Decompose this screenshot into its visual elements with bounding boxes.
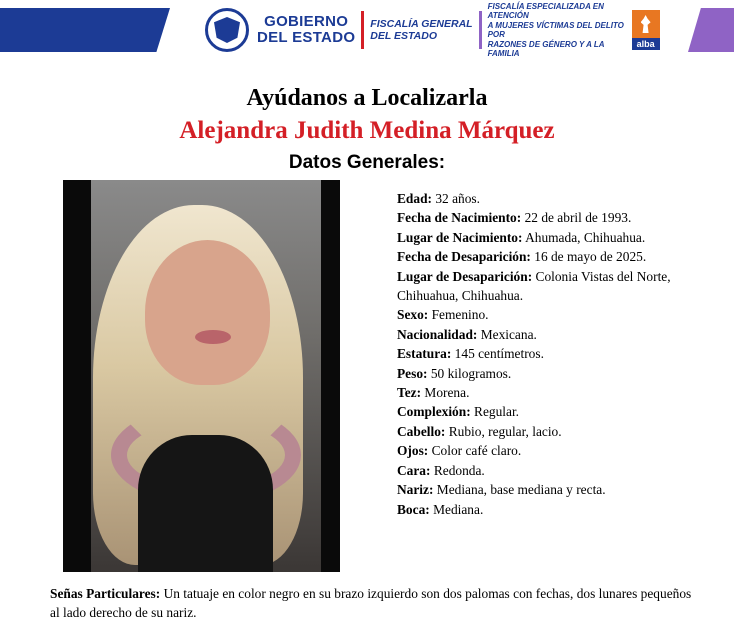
detail-row: [397, 325, 697, 344]
detail-row: [397, 267, 697, 306]
detail-label: Fecha de Nacimiento:: [397, 210, 522, 226]
detail-label: Lugar de Nacimiento:: [397, 229, 523, 245]
detail-row: [397, 305, 697, 324]
detail-value: Color café claro.: [431, 443, 522, 459]
detail-row: [397, 247, 697, 266]
section-title: Datos Generales:: [288, 152, 446, 173]
detail-value: 32 años.: [435, 191, 480, 206]
detail-row: [397, 422, 697, 441]
detail-label: Ojos:: [397, 443, 429, 459]
header-logos: [205, 1, 660, 58]
detail-label: Sexo:: [397, 307, 429, 323]
detail-value: Colonia Vistas del Norte, Chihuahua, Chihuahua.: [397, 268, 671, 304]
detail-value: 22 de abril de 1993.: [524, 210, 632, 226]
person-photo: [63, 180, 340, 572]
detail-row: [397, 402, 697, 421]
detail-value: Morena.: [424, 385, 470, 401]
detail-label: Lugar de Desaparición:: [397, 268, 533, 284]
detail-label: Complexión:: [397, 404, 471, 420]
detail-label: Edad:: [397, 191, 432, 206]
detail-label: Fecha de Desaparición:: [397, 249, 531, 265]
page-title: Ayúdanos a Localizarla: [246, 85, 488, 111]
detail-row: [397, 208, 697, 227]
detail-value: 16 de mayo de 2025.: [534, 249, 647, 265]
detail-label: Peso:: [397, 365, 428, 381]
divider: [361, 11, 364, 49]
fiscalia-especializada-logo: [488, 2, 626, 59]
fe-line3: RAZONES DE GÉNERO Y A LA FAMILIA: [487, 39, 605, 58]
detail-row: [397, 364, 697, 383]
gov-line2: DEL ESTADO: [257, 29, 356, 46]
detail-value: Redonda.: [433, 462, 485, 478]
detail-value: Regular.: [474, 404, 520, 420]
fiscalia-logo: [370, 18, 472, 42]
senas-particulares: [50, 584, 700, 622]
header-blue-stripe: [0, 8, 170, 52]
senas-label: Señas Particulares:: [50, 586, 161, 601]
detail-label: Nariz:: [397, 482, 434, 498]
person-icon: [641, 15, 651, 33]
fe-line2: A MUJERES VÍCTIMAS DEL DELITO POR: [487, 20, 624, 39]
detail-row: [397, 480, 697, 499]
gov-line1: GOBIERNO: [264, 13, 349, 30]
detail-value: Femenino.: [431, 307, 489, 323]
detail-row: [397, 461, 697, 480]
detail-label: Tez:: [397, 385, 422, 401]
person-name: Alejandra Judith Medina Márquez: [179, 117, 555, 144]
detail-label: Nacionalidad:: [397, 326, 478, 342]
detail-label: Estatura:: [397, 346, 452, 362]
detail-label: Cabello:: [397, 423, 446, 439]
detail-row: [397, 344, 697, 363]
detail-row: [397, 189, 697, 208]
detail-value: 50 kilogramos.: [430, 365, 512, 381]
detail-label: Cara:: [397, 462, 431, 478]
detail-row: [397, 500, 697, 519]
detail-row: [397, 228, 697, 247]
state-seal-icon: [205, 8, 249, 52]
senas-value: Un tatuaje en color negro en su brazo izquierdo son dos palomas con fechas, dos lunares pequeños al lado derecho de su nariz.: [50, 586, 692, 620]
detail-value: Mediana, base mediana y recta.: [436, 482, 606, 498]
header-purple-stripe: [688, 8, 734, 52]
detail-value: 145 centímetros.: [454, 346, 544, 362]
details-list: [397, 189, 697, 519]
detail-value: Mediana.: [433, 501, 484, 517]
detail-value: Mexicana.: [480, 326, 537, 342]
alba-logo: [632, 10, 660, 50]
detail-row: [397, 383, 697, 402]
divider: [479, 11, 482, 49]
alba-label: alba: [632, 38, 660, 50]
fiscalia-line1: FISCALÍA GENERAL: [370, 18, 473, 30]
detail-label: Boca:: [397, 501, 430, 517]
fe-line1: FISCALÍA ESPECIALIZADA EN ATENCIÓN: [487, 1, 604, 20]
detail-value: Rubio, regular, lacio.: [448, 423, 562, 439]
gobierno-logo: [257, 14, 355, 46]
detail-row: [397, 441, 697, 460]
detail-value: Ahumada, Chihuahua.: [525, 229, 646, 245]
fiscalia-line2: DEL ESTADO: [370, 30, 437, 42]
